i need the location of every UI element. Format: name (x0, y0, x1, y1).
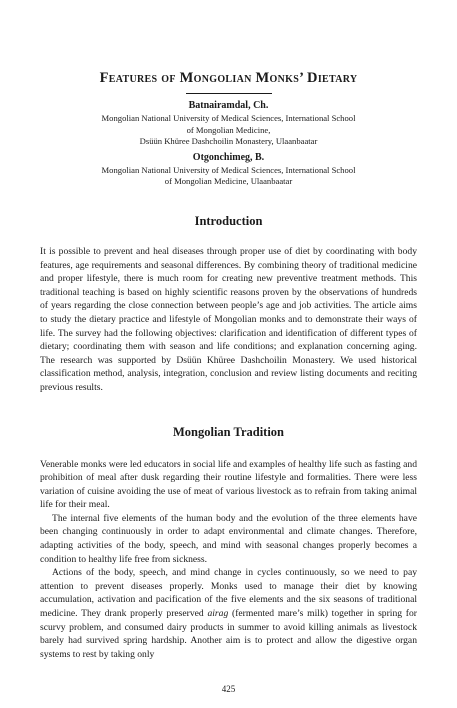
author-affiliation-line: Dsüün Khüree Dashchoilin Monastery, Ulaanbaatar (139, 136, 318, 147)
introduction-paragraph: It is possible to prevent and heal diseases through proper use of diet by coordinating with body features, age requirements and seasonal differences. By combining theory of traditional medicine and proper lifestyle, there is much room for creating new preventive treatment methods. This traditional teaching is based on highly scientific reasons proven by the observations of hundreds of years regarding the close connection between people’s age and job activities. The article aims to study the dietary practice and lifestyle of Mongolian monks and to demonstrate their ways of life. The survey had the following objectives: clarification and identification of different types of dietary; coordinating them with season and life conditions; and explanation concerning aging. The research was supported by Dsüün Khüree Dashchoilin Monastery. We used historical classification method, analysis, integration, conclusion and review listing documents and reciting previous results. (40, 245, 417, 393)
author-name: Batnairamdal, Ch. (188, 100, 269, 111)
author-block-2 (40, 152, 417, 188)
author-block-1 (40, 100, 417, 148)
author-affiliation-line: Mongolian National University of Medical Sciences, International School (101, 164, 356, 175)
tradition-paragraph-1: Venerable monks were led educators in social life and examples of healthy life such as fasting and prohibition of meal after dusk regarding their routine lifestyle and formalities. There were less variation of cuisine avoiding the use of meat of various livestock as to refrain from taking animal life for their meal. (40, 458, 417, 511)
section-heading-introduction: Introduction (194, 213, 263, 228)
page-number: 425 (221, 684, 236, 694)
tradition-paragraph-3 (40, 566, 417, 661)
author-affiliation-line: Mongolian National University of Medical Sciences, International School (101, 113, 356, 123)
tradition-paragraph-2: The internal five elements of the human body and the evolution of the three elements have been changing continuously in order to adapt environmental and climate changes. Therefore, adapting activities of the body, speech, and mind with seasonal changes properly becomes a condition to healthy life free from sickness. (40, 512, 417, 565)
title-divider (186, 93, 272, 94)
emphasized-term: airag (207, 608, 229, 620)
article-title: Features of Mongolian Monks’ Dietary (99, 70, 358, 86)
paragraph-text: (fermented mare’s milk) together in spring for scurvy problem, and consumed dairy products in summer to avoid killing animals as livestock barely had survived spring hardship. Another aim is to protect and allow the digestive organ systems to rest by taking only (40, 608, 417, 660)
author-name: Otgonchimeg, B. (192, 151, 265, 163)
paragraph-text: Actions of the body, speech, and mind change in cycles continuously, so we need to pay attention to prevent diseases properly. Monks used to manage their diet by knowing accumulation, activation and pacification of the five elements and the six seasons of traditional medicine. They drank properly preserved (40, 567, 417, 620)
section-heading-mongolian-tradition: Mongolian Tradition (172, 424, 285, 439)
author-affiliation-line: of Mongolian Medicine, (186, 124, 271, 135)
author-affiliation-line: of Mongolian Medicine, Ulaanbaatar (164, 176, 293, 187)
